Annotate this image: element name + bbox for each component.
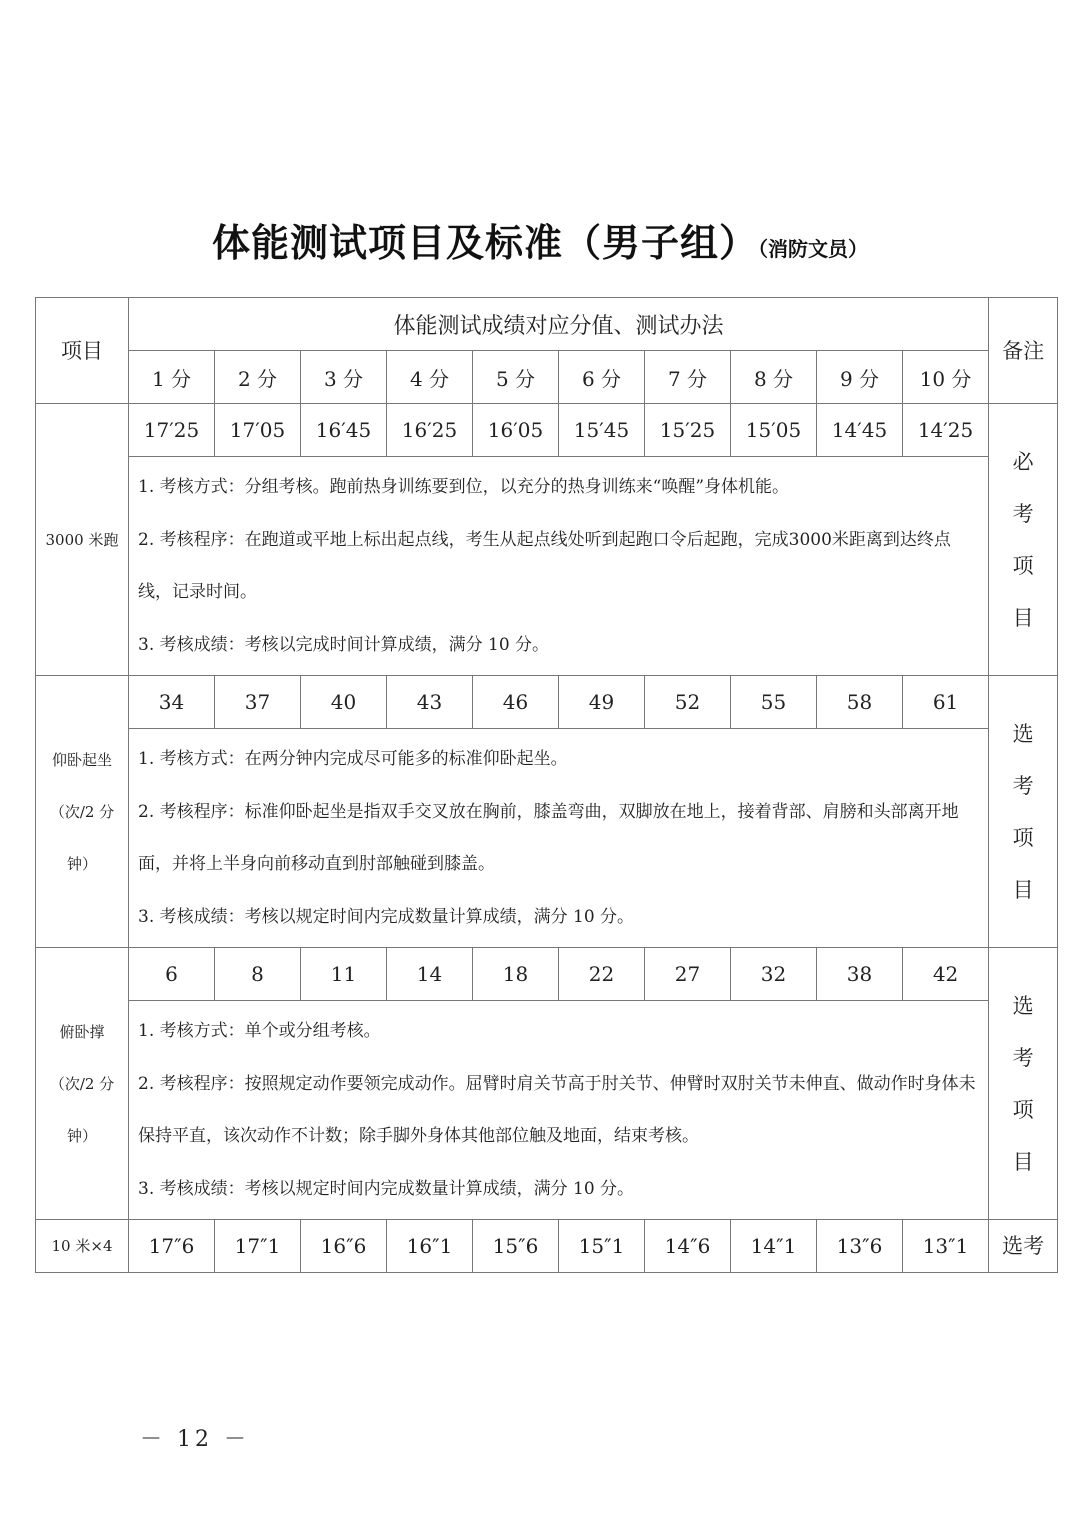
- method-line: 2. 考核程序：标准仰卧起坐是指双手交叉放在胸前，膝盖弯曲，双脚放在地上，接着背部、肩膀和头部离开地面，并将上半身向前移动直到肘部触碰到膝盖。: [138, 801, 959, 874]
- score-header: 1 分: [129, 351, 215, 404]
- fitness-standards-table: [35, 297, 1058, 1273]
- method-line: 3. 考核成绩：考核以规定时间内完成数量计算成绩，满分 10 分。: [138, 906, 635, 927]
- item-name: 仰卧起坐（次/2 分钟）: [36, 676, 129, 948]
- title-sub: （消防文员）: [758, 237, 868, 261]
- score-value: 22: [559, 948, 645, 1001]
- score-value: 17′25: [129, 404, 215, 457]
- score-value: 16′45: [301, 404, 387, 457]
- item-name: 俯卧撑（次/2 分钟）: [36, 948, 129, 1220]
- score-header: 3 分: [301, 351, 387, 404]
- test-method: [129, 729, 989, 948]
- score-value: 18: [473, 948, 559, 1001]
- item-name: 10 米×4: [36, 1220, 129, 1273]
- score-value: 14″6: [645, 1220, 731, 1273]
- score-header: 9 分: [817, 351, 903, 404]
- test-method: [129, 1001, 989, 1220]
- method-line: 1. 考核方式：分组考核。跑前热身训练要到位，以充分的热身训练来“唤醒”身体机能。: [138, 477, 790, 497]
- score-value: 11: [301, 948, 387, 1001]
- score-value: 14′45: [817, 404, 903, 457]
- score-header: 10 分: [903, 351, 989, 404]
- score-value: 13″6: [817, 1220, 903, 1273]
- score-header: 6 分: [559, 351, 645, 404]
- score-value: 34: [129, 676, 215, 729]
- score-value: 17′05: [215, 404, 301, 457]
- page-number: － 12 －: [140, 1427, 250, 1452]
- score-value: 14′25: [903, 404, 989, 457]
- page-title: [0, 212, 1080, 267]
- score-value: 27: [645, 948, 731, 1001]
- table-row: [36, 948, 1058, 1001]
- score-value: 16′05: [473, 404, 559, 457]
- method-line: 2. 考核程序：在跑道或平地上标出起点线，考生从起点线处听到起跑口令后起跑，完成3000米距离到达终点线，记录时间。: [138, 529, 951, 602]
- score-value: 14: [387, 948, 473, 1001]
- table-row: [36, 676, 1058, 729]
- test-method: [129, 457, 989, 676]
- score-value: 52: [645, 676, 731, 729]
- score-value: 15″1: [559, 1220, 645, 1273]
- score-value: 16″1: [387, 1220, 473, 1273]
- score-value: 16′25: [387, 404, 473, 457]
- score-value: 42: [903, 948, 989, 1001]
- score-value: 55: [731, 676, 817, 729]
- method-line: 1. 考核方式：在两分钟内完成尽可能多的标准仰卧起坐。: [138, 749, 568, 769]
- score-value: 8: [215, 948, 301, 1001]
- item-name: 3000 米跑: [36, 404, 129, 676]
- remark-cell: 选考: [989, 1220, 1058, 1273]
- score-value: 13″1: [903, 1220, 989, 1273]
- score-header: 2 分: [215, 351, 301, 404]
- score-value: 40: [301, 676, 387, 729]
- remark-cell: 选考项目: [989, 948, 1058, 1220]
- score-value: 17″6: [129, 1220, 215, 1273]
- score-value: 15′05: [731, 404, 817, 457]
- score-value: 37: [215, 676, 301, 729]
- score-value: 32: [731, 948, 817, 1001]
- score-value: 58: [817, 676, 903, 729]
- score-value: 16″6: [301, 1220, 387, 1273]
- score-value: 46: [473, 676, 559, 729]
- method-line: 3. 考核成绩：考核以完成时间计算成绩，满分 10 分。: [138, 634, 550, 655]
- score-value: 61: [903, 676, 989, 729]
- remark-cell: 选考项目: [989, 676, 1058, 948]
- score-value: 38: [817, 948, 903, 1001]
- title-main: 体能测试项目及标准（男子组）: [211, 220, 758, 265]
- score-value: 14″1: [731, 1220, 817, 1273]
- score-header: 7 分: [645, 351, 731, 404]
- remark-cell: 必考项目: [989, 404, 1058, 676]
- table-row: [36, 404, 1058, 457]
- score-value: 15′45: [559, 404, 645, 457]
- score-value: 43: [387, 676, 473, 729]
- score-value: 15′25: [645, 404, 731, 457]
- method-line: 3. 考核成绩：考核以规定时间内完成数量计算成绩，满分 10 分。: [138, 1178, 635, 1199]
- score-value: 15″6: [473, 1220, 559, 1273]
- score-value: 6: [129, 948, 215, 1001]
- score-header: 8 分: [731, 351, 817, 404]
- header-remark: 备注: [989, 298, 1058, 404]
- method-line: 1. 考核方式：单个或分组考核。: [138, 1021, 381, 1041]
- score-header: 5 分: [473, 351, 559, 404]
- score-value: 17″1: [215, 1220, 301, 1273]
- header-group: 体能测试成绩对应分值、测试办法: [129, 298, 989, 351]
- header-item: 项目: [36, 298, 129, 404]
- score-header: 4 分: [387, 351, 473, 404]
- method-line: 2. 考核程序：按照规定动作要领完成动作。屈臂时肩关节高于肘关节、伸臂时双肘关节未伸直、做动作时身体未保持平直，该次动作不计数；除手脚外身体其他部位触及地面，结束考核。: [138, 1073, 976, 1146]
- score-value: 49: [559, 676, 645, 729]
- table-row: [36, 1220, 1058, 1273]
